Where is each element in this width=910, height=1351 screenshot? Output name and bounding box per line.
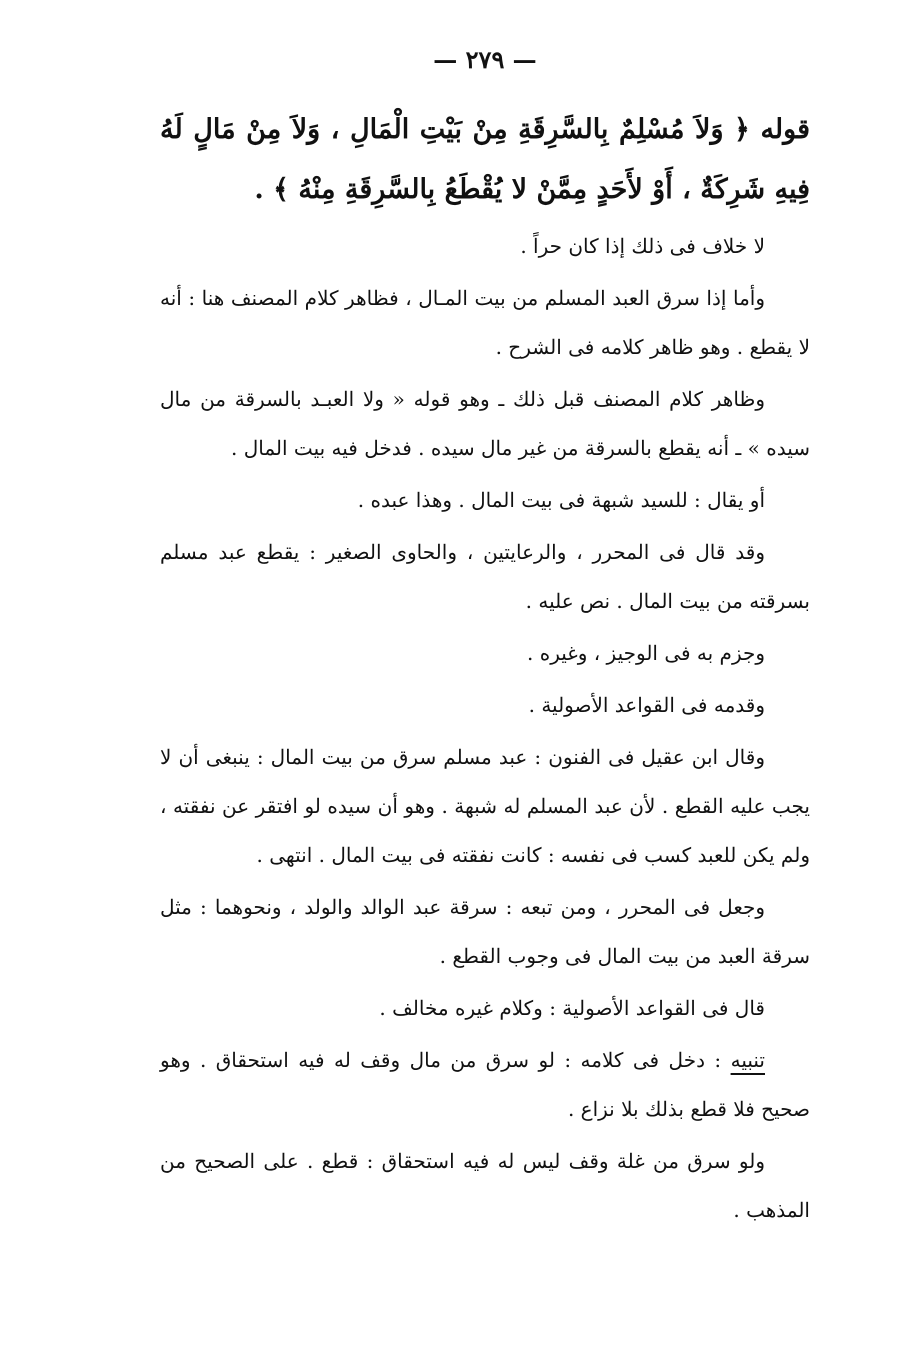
paragraph-7: وقدمه فى القواعد الأصولية . bbox=[528, 693, 765, 717]
page-number: — ٢٧٩ — bbox=[433, 45, 537, 74]
note-text: : دخل فى كلامه : لو سرق من مال وقف له فيه استحقاق . وهو صحيح فلا قطع بذلك بلا نزاع . bbox=[160, 1048, 810, 1121]
note-paragraph bbox=[160, 1036, 810, 1134]
note-label: تنبيه bbox=[730, 1048, 765, 1072]
document-page bbox=[160, 40, 810, 1238]
paragraph-1: لا خلاف فى ذلك إذا كان حراً . bbox=[520, 234, 765, 258]
last-paragraph: ولو سرق من غلة وقف ليس له فيه استحقاق : قطع . على الصحيح من المذهب . bbox=[160, 1149, 810, 1222]
paragraph-10: قال فى القواعد الأصولية : وكلام غيره مخالف . bbox=[379, 996, 765, 1020]
paragraph-2: وأما إذا سرق العبد المسلم من بيت المـال ، فظاهر كلام المصنف هنا : أنه لا يقطع . وهو ظاهر كلامه فى الشرح . bbox=[160, 286, 810, 359]
paragraph-8: وقال ابن عقيل فى الفنون : عبد مسلم سرق من بيت المال : ينبغى أن لا يجب عليه القطع . لأن عبد المسلم له شبهة . وهو أن سيده لو افتقر عن نفقته ، ولم يكن للعبد كسب فى نفسه : كانت نفقته فى بيت المال . انتهى . bbox=[160, 745, 810, 867]
section-heading: قوله ﴿ وَلاَ مُسْلِمٌ بِالسَّرِقَةِ مِنْ بَيْتِ الْمَالِ ، وَلاَ مِنْ مَالٍ لَهُ فِيهِ شَرِكَةٌ ، أَوْ لأَحَدٍ مِمَّنْ لا يُقْطَعُ بِالسَّرِقَةِ مِنْهُ ﴾ . bbox=[160, 114, 810, 205]
paragraph-4: أو يقال : للسيد شبهة فى بيت المال . وهذا عبده . bbox=[357, 488, 765, 512]
paragraph-6: وجزم به فى الوجيز ، وغيره . bbox=[527, 641, 765, 665]
paragraph-5: وقد قال فى المحرر ، والرعايتين ، والحاوى الصغير : يقطع عبد مسلم بسرقته من بيت المال . نص عليه . bbox=[160, 540, 810, 613]
paragraph-3: وظاهر كلام المصنف قبل ذلك ـ وهو قوله « ولا العبـد بالسرقة من مال سيده » ـ أنه يقطع بالسرقة من غير مال سيده . فدخل فيه بيت المال . bbox=[160, 387, 810, 460]
paragraph-9: وجعل فى المحرر ، ومن تبعه : سرقة عبد الوالد والولد ، ونحوهما : مثل سرقة العبد من بيت المال فى وجوب القطع . bbox=[160, 895, 810, 968]
